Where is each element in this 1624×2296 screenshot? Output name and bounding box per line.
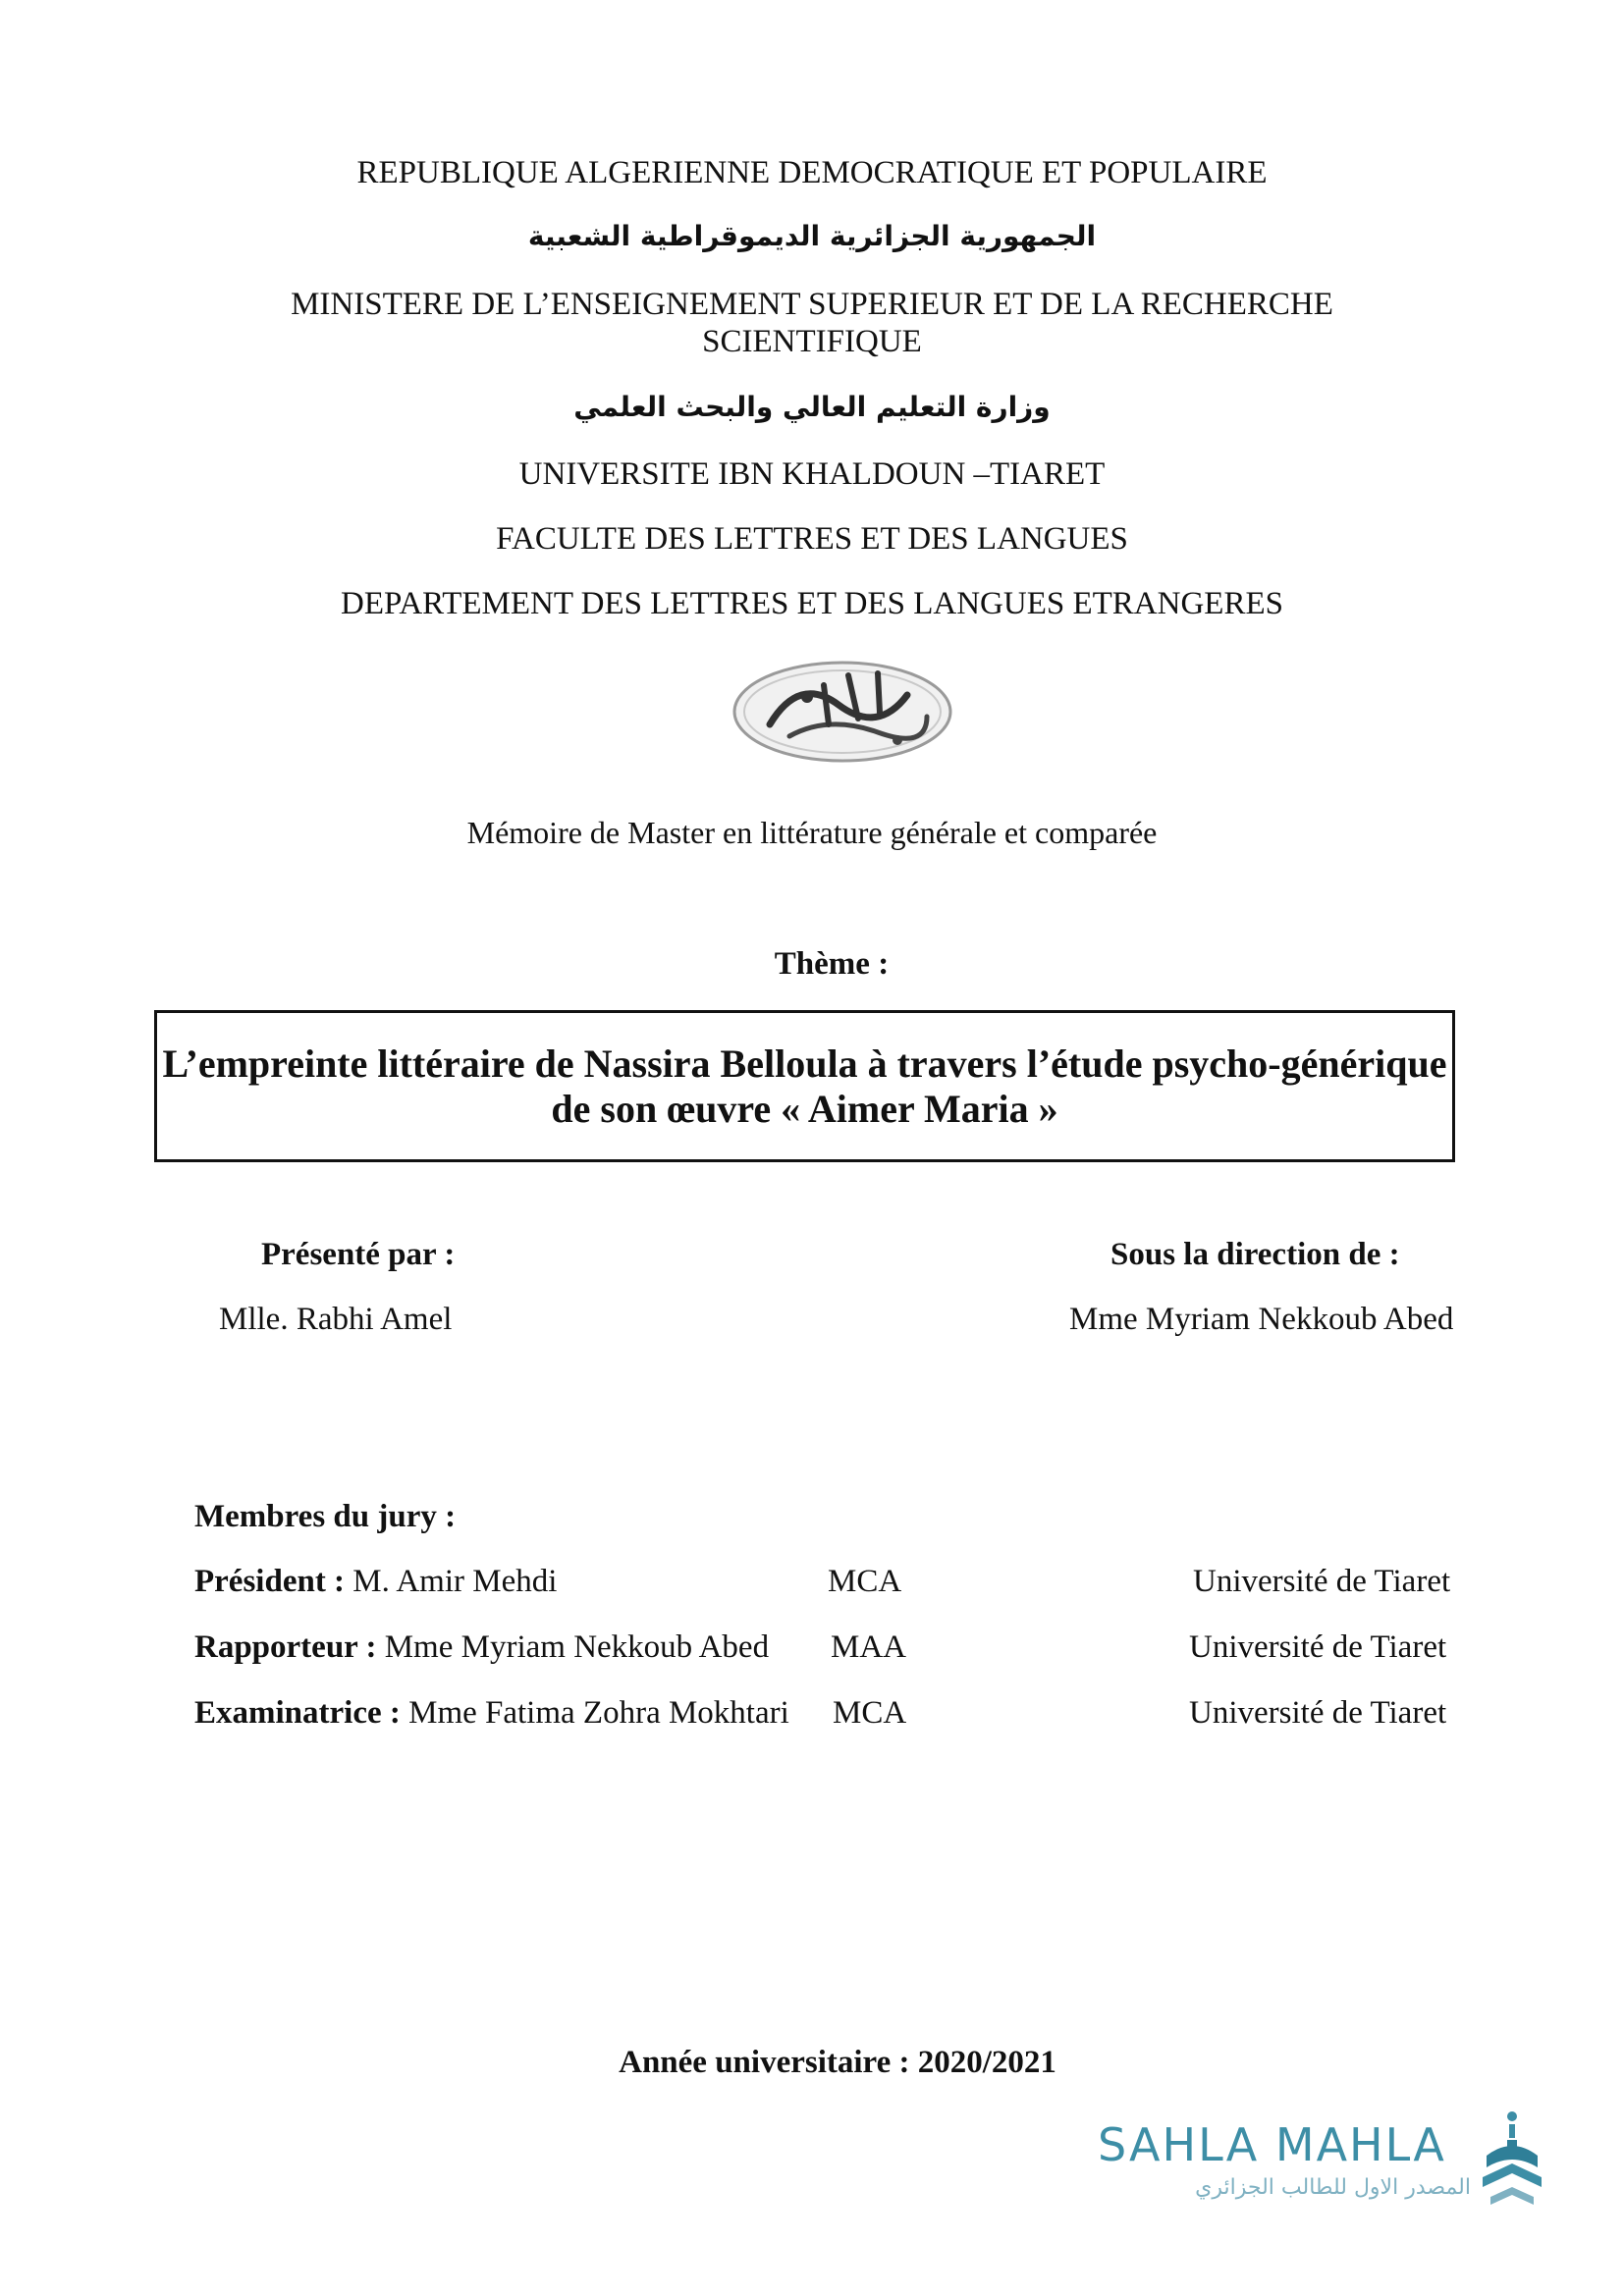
- brand-name: SAHLA MAHLA: [1098, 2118, 1446, 2171]
- republic-ar: الجمهورية الجزائرية الديموقراطية الشعبية: [527, 220, 1097, 252]
- academic-year: Année universitaire : 2020/2021: [619, 2045, 1056, 2080]
- jury-university: Université de Tiaret: [1189, 1695, 1447, 1731]
- jury-row: [194, 1564, 557, 1600]
- jury-role: Président :: [194, 1564, 346, 1599]
- ministry-ar: وزارة التعليم العالي والبحث العلمي: [573, 391, 1051, 423]
- republic-fr: REPUBLIQUE ALGERIENNE DEMOCRATIQUE ET POPULAIRE: [356, 155, 1268, 190]
- faculty-name: FACULTE DES LETTRES ET DES LANGUES: [496, 521, 1128, 557]
- presented-name: Mlle. Rabhi Amel: [219, 1302, 453, 1337]
- jury-grade: MAA: [831, 1629, 907, 1665]
- brand-tagline: المصدر الاول للطالب الجزائري: [1195, 2175, 1471, 2200]
- theme-title-line2: de son œuvre « Aimer Maria »: [551, 1086, 1058, 1131]
- theme-title-line1: L’empreinte littéraire de Nassira Belloula à travers l’étude psycho-générique: [162, 1041, 1447, 1086]
- direction-label: Sous la direction de :: [1110, 1237, 1400, 1272]
- jury-name: Mme Fatima Zohra Mokhtari: [400, 1695, 789, 1731]
- jury-name: Mme Myriam Nekkoub Abed: [376, 1629, 770, 1665]
- jury-row: [194, 1629, 769, 1666]
- jury-role: Rapporteur :: [194, 1629, 377, 1665]
- jury-role: Examinatrice :: [194, 1695, 401, 1731]
- memoire-subtitle: Mémoire de Master en littérature générale et comparée: [466, 815, 1158, 850]
- jury-name: M. Amir Mehdi: [345, 1564, 558, 1599]
- direction-name: Mme Myriam Nekkoub Abed: [1069, 1302, 1454, 1337]
- jury-university: Université de Tiaret: [1189, 1629, 1447, 1665]
- ministry-fr-line2: SCIENTIFIQUE: [702, 324, 922, 359]
- department-name: DEPARTEMENT DES LETTRES ET DES LANGUES ETRANGERES: [341, 586, 1283, 621]
- sahla-mahla-watermark: [1090, 2118, 1551, 2216]
- theme-label: Thème :: [774, 946, 890, 982]
- jury-grade: MCA: [828, 1564, 902, 1599]
- ministry-fr-line1: MINISTERE DE L’ENSEIGNEMENT SUPERIEUR ET DE LA RECHERCHE: [291, 287, 1333, 322]
- jury-row: [194, 1695, 789, 1732]
- presented-label: Présenté par :: [261, 1237, 456, 1272]
- jury-label: Membres du jury :: [194, 1499, 457, 1534]
- brand-logo-icon: [1473, 2107, 1551, 2215]
- university-name: UNIVERSITE IBN KHALDOUN –TIARET: [518, 456, 1106, 492]
- jury-university: Université de Tiaret: [1193, 1564, 1451, 1599]
- theme-title-box: [154, 1010, 1455, 1162]
- university-logo-icon: [731, 656, 954, 768]
- jury-grade: MCA: [833, 1695, 907, 1731]
